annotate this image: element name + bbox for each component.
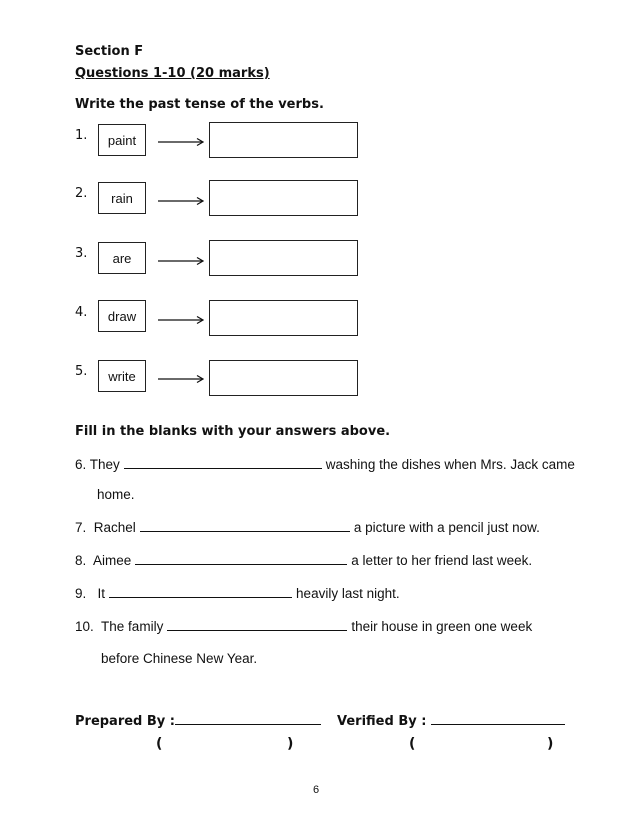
answer-blank-6[interactable] xyxy=(124,456,322,469)
sentence-after: a letter to her friend last week. xyxy=(351,553,533,568)
prepared-by-label: Prepared By : xyxy=(75,714,176,729)
arrow-right-icon xyxy=(158,374,204,384)
answer-box-1[interactable] xyxy=(209,122,358,158)
answer-blank-9[interactable] xyxy=(109,585,292,598)
answer-box-3[interactable] xyxy=(209,240,358,276)
sentence-number: 9. xyxy=(75,586,87,601)
answer-blank-10[interactable] xyxy=(167,618,347,631)
verb-number: 3. xyxy=(75,246,88,261)
verb-box-write: write xyxy=(98,360,146,392)
verb-number: 5. xyxy=(75,364,88,379)
answer-box-2[interactable] xyxy=(209,180,358,216)
verified-by xyxy=(337,712,565,729)
verb-box-draw: draw xyxy=(98,300,146,332)
answer-blank-8[interactable] xyxy=(135,552,347,565)
arrow-right-icon xyxy=(158,196,204,206)
sentence-before: They xyxy=(89,457,120,472)
prepared-close-paren: ) xyxy=(287,736,294,752)
sentence-after: washing the dishes when Mrs. Jack came xyxy=(325,457,575,472)
verified-close-paren: ) xyxy=(547,736,554,752)
arrow-right-icon xyxy=(158,315,204,325)
sentence-10-continuation: before Chinese New Year. xyxy=(101,651,258,666)
instruction-fill-blanks: Fill in the blanks with your answers above. xyxy=(75,424,391,439)
verb-box-rain: rain xyxy=(98,182,146,214)
sentence-6 xyxy=(75,456,575,472)
sentence-after: heavily last night. xyxy=(296,586,400,601)
sentence-before: It xyxy=(97,586,106,601)
questions-range: Questions 1-10 (20 marks) xyxy=(75,66,270,81)
page-number: 6 xyxy=(313,784,320,796)
sentence-8 xyxy=(75,552,532,568)
verb-number: 2. xyxy=(75,186,88,201)
sentence-after: a picture with a pencil just now. xyxy=(353,520,540,535)
instruction-past-tense: Write the past tense of the verbs. xyxy=(75,97,324,112)
prepared-by-blank[interactable] xyxy=(175,712,321,725)
answer-box-5[interactable] xyxy=(209,360,358,396)
sentence-9 xyxy=(75,585,400,601)
verb-box-paint: paint xyxy=(98,124,146,156)
sentence-after: their house in green one week xyxy=(351,619,533,634)
sentence-number: 6. xyxy=(75,457,87,472)
arrow-right-icon xyxy=(158,137,204,147)
sentence-before: Aimee xyxy=(93,553,132,568)
section-title: Section F xyxy=(75,44,144,59)
prepared-by xyxy=(75,712,321,729)
sentence-6-continuation: home. xyxy=(97,487,135,502)
verb-number: 4. xyxy=(75,305,88,320)
verified-by-label: Verified By : xyxy=(337,714,427,729)
sentence-7 xyxy=(75,519,540,535)
arrow-right-icon xyxy=(158,256,204,266)
verified-open-paren: ( xyxy=(409,736,416,752)
sentence-number: 7. xyxy=(75,520,87,535)
answer-box-4[interactable] xyxy=(209,300,358,336)
verb-number: 1. xyxy=(75,128,88,143)
sentence-10 xyxy=(75,618,532,634)
verb-box-are: are xyxy=(98,242,146,274)
prepared-open-paren: ( xyxy=(156,736,163,752)
verified-by-blank[interactable] xyxy=(431,712,565,725)
sentence-number: 8. xyxy=(75,553,87,568)
sentence-before: The family xyxy=(101,619,164,634)
answer-blank-7[interactable] xyxy=(140,519,350,532)
sentence-before: Rachel xyxy=(93,520,136,535)
sentence-number: 10. xyxy=(75,619,94,634)
